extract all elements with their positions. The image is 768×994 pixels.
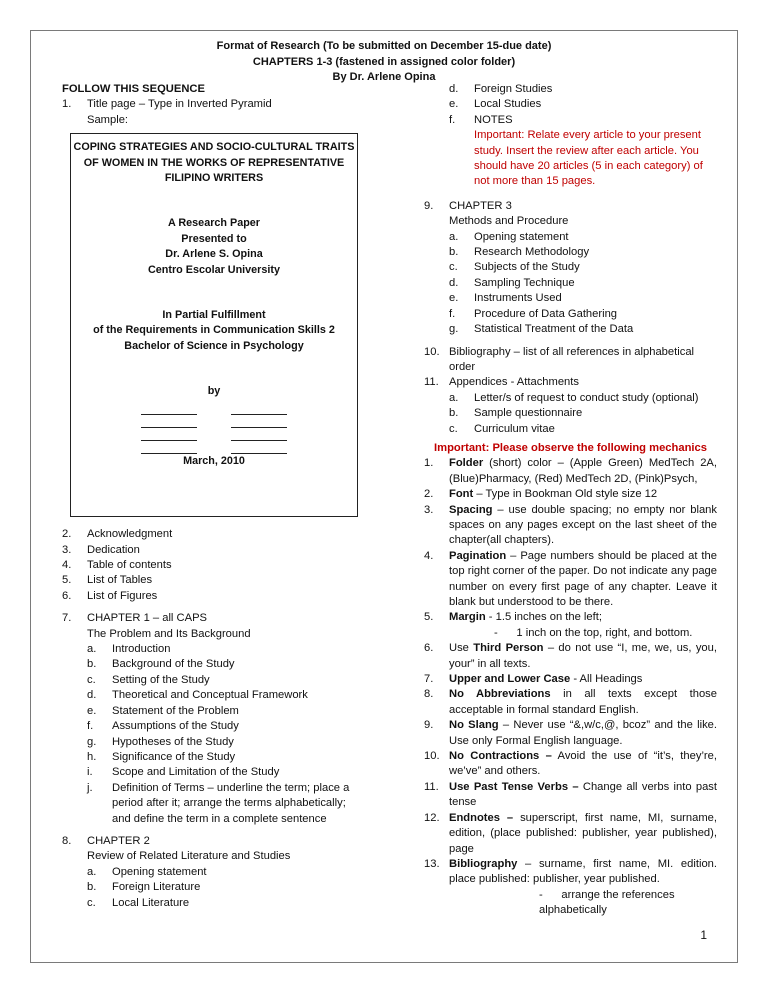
mechanics-item: 11. Use Past Tense Verbs – Change all verbs into past tense xyxy=(424,780,717,809)
mechanics-item: 3. Spacing – use double spacing; no empty nor blank spaces on any pages except on the last sheet of the chapter(all chapters). xyxy=(424,503,717,547)
mechanics-list xyxy=(424,456,717,918)
sample-title-page xyxy=(70,133,358,517)
mechanics-item: 2. Font – Type in Bookman Old style size 12 xyxy=(424,488,658,501)
sample-presented: A Research Paper Presented to Dr. Arlene S. Opina Centro Escolar University xyxy=(147,217,280,276)
mechanics-item: 8. No Abbreviations in all texts except those acceptable in formal standard English. xyxy=(424,688,717,716)
list-item: b. Background of the Study xyxy=(87,658,235,671)
list-item: e. Statement of the Problem xyxy=(87,704,239,717)
list-item: a. Opening statement xyxy=(449,230,569,243)
chapter-2-title: CHAPTER 2 xyxy=(87,834,150,847)
list-item: a. Letter/s of request to conduct study (optional) xyxy=(449,391,699,404)
signature-line xyxy=(141,402,197,415)
document-header xyxy=(31,39,737,86)
list-item: b. Sample questionnaire xyxy=(449,407,583,420)
appendices-section: 11. Appendices - Attachments a. Letter/s of request to conduct study (optional) b. Sample questionnaire c. Curriculum vitae xyxy=(424,375,717,437)
list-item: d. Foreign Studies xyxy=(449,83,553,95)
signature-line xyxy=(231,402,287,415)
header-subtitle: CHAPTERS 1-3 (fastened in assigned color folder) xyxy=(252,55,516,68)
signature-line xyxy=(141,441,197,454)
page-number: 1 xyxy=(700,928,707,942)
header-author: By Dr. Arlene Opina xyxy=(332,71,436,83)
list-item: e. Local Studies xyxy=(449,98,542,111)
mechanics-item: 10. No Contractions – Avoid the use of “it’s, they’re, we’ve” and others. xyxy=(424,750,717,778)
signature-line xyxy=(141,428,197,441)
chapter-3-section: 9. CHAPTER 3 Methods and Procedure a. Opening statement b. Research Methodology c. Subjects of the Study d. Sampling Technique e. Instruments Used f. Procedure of Data Gathering g. Statistical Treatment of the Data xyxy=(424,199,717,338)
sequence-heading: FOLLOW THIS SEQUENCE xyxy=(62,83,205,95)
chapter-2-subtitle: Review of Related Literature and Studies xyxy=(87,850,291,863)
sample-fulfillment: In Partial Fulfillment of the Requirements in Communication Skills 2 Bachelor of Science in Psychology xyxy=(93,309,335,352)
mechanics-item: 6. Use Third Person – do not use “I, me, we, us, you, your” in all texts. xyxy=(424,642,717,670)
sample-label: Sample: xyxy=(87,113,129,126)
right-column xyxy=(424,82,717,919)
sample-by: by xyxy=(207,385,221,398)
mechanics-item: 9. No Slang – Never use “&,w/c,@, bcoz” and the like. Use only Formal English language. xyxy=(424,719,717,747)
list-item: 4. Table of contents xyxy=(62,559,172,572)
list-item: a. Opening statement xyxy=(87,865,207,878)
list-item: b. Research Methodology xyxy=(449,246,590,259)
header-title: Format of Research (To be submitted on December 15-due date) xyxy=(216,40,552,52)
list-item: c. Local Literature xyxy=(87,896,190,909)
list-item: j. Definition of Terms – underline the term; place a period after it; arrange the terms alphabetically; and define the term in a complete sentence xyxy=(87,781,350,825)
list-item: g. Hypotheses of the Study xyxy=(87,735,234,748)
list-item: e. Instruments Used xyxy=(449,292,562,305)
signature-line xyxy=(141,415,197,428)
mechanics-item: 12. Endnotes – superscript, first name, MI, surname, edition, (place published: publisher, year published), page xyxy=(424,811,717,855)
list-item: 2. Acknowledgment xyxy=(62,528,173,541)
list-item: c. Setting of the Study xyxy=(87,673,210,686)
signature-line xyxy=(231,441,287,454)
list-item: i. Scope and Limitation of the Study xyxy=(87,766,280,779)
bibliography-item: 10. Bibliography – list of all references in alphabetical order xyxy=(424,345,695,373)
list-item: d. Sampling Technique xyxy=(449,276,575,289)
chapter-1-section: 7. CHAPTER 1 – all CAPS The Problem and Its Background a. Introduction b. Background of the Study c. Setting of the Study d. Theoretical and Conceptual Framework e. Statement of the Problem f. Assumptions of the Study g. Hypotheses of the Study h. Significance of the Study i. Scope and Limitation of the Study j. Definition of Terms – underline the term; place a period after it; arrange the terms alphabetically; and define the term in a complete sentence xyxy=(62,611,382,827)
chapter-2-section: 8. CHAPTER 2 Review of Related Literature and Studies a. Opening statement b. Foreign Literature c. Local Literature xyxy=(62,834,382,911)
left-column xyxy=(62,82,382,911)
list-item: b. Foreign Literature xyxy=(87,881,201,894)
list-item: h. Significance of the Study xyxy=(87,750,236,763)
list-item: f. Procedure of Data Gathering xyxy=(449,307,618,320)
list-item: f. NOTES xyxy=(449,113,513,126)
sample-date: March, 2010 xyxy=(183,454,245,467)
document-page xyxy=(30,30,738,963)
list-item: d. Theoretical and Conceptual Framework xyxy=(87,689,308,702)
list-item: c. Curriculum vitae xyxy=(449,422,555,435)
signature-line xyxy=(231,428,287,441)
mechanics-item: 7. Upper and Lower Case - All Headings xyxy=(424,673,643,686)
list-item: a. Introduction xyxy=(87,643,171,656)
mechanics-item: 13. Bibliography – surname, first name, MI. edition. place published: publisher, year published. - arrange the references alphabetically xyxy=(424,857,717,917)
list-item: 5. List of Tables xyxy=(62,574,153,587)
list-item: 3. Dedication xyxy=(62,543,140,556)
mechanics-item: 5. Margin - 1.5 inches on the left; - 1 inch on the top, right, and bottom. xyxy=(424,611,693,639)
notes-important: Important: Relate every article to your present study. Insert the review after each article. You should have 20 articles (5 in each category) of not more than 15 pages. xyxy=(474,129,703,188)
signature-line xyxy=(231,415,287,428)
chapter-3-subtitle: Methods and Procedure xyxy=(449,215,569,228)
list-item: g. Statistical Treatment of the Data xyxy=(449,323,634,336)
mechanics-heading: Important: Please observe the following mechanics xyxy=(434,441,707,454)
signature-lines xyxy=(71,402,357,454)
chapter-1-title: CHAPTER 1 – all CAPS xyxy=(87,612,207,625)
list-item: c. Subjects of the Study xyxy=(449,261,580,274)
list-item: 1. Title page – Type in Inverted Pyramid xyxy=(62,98,272,111)
list-item: 6. List of Figures xyxy=(62,589,158,602)
list-item: f. Assumptions of the Study xyxy=(87,720,239,733)
chapter-1-subtitle: The Problem and Its Background xyxy=(87,627,251,640)
chapter-3-title: CHAPTER 3 xyxy=(449,199,512,212)
sample-thesis-title: COPING STRATEGIES AND SOCIO-CULTURAL TRAITS OF WOMEN IN THE WORKS OF REPRESENTATIVE FILIPINO WRITERS xyxy=(73,141,355,185)
mechanics-item: 4. Pagination – Page numbers should be placed at the top right corner of the paper. Do not indicate any page number on every first page of any chapter. Leave it blank but understood to be there. xyxy=(424,549,717,608)
mechanics-item: 1. Folder (short) color – (Apple Green) MedTech 2A, (Blue)Pharmacy, (Red) MedTech 2D, (Pink)Psych, xyxy=(424,457,717,485)
